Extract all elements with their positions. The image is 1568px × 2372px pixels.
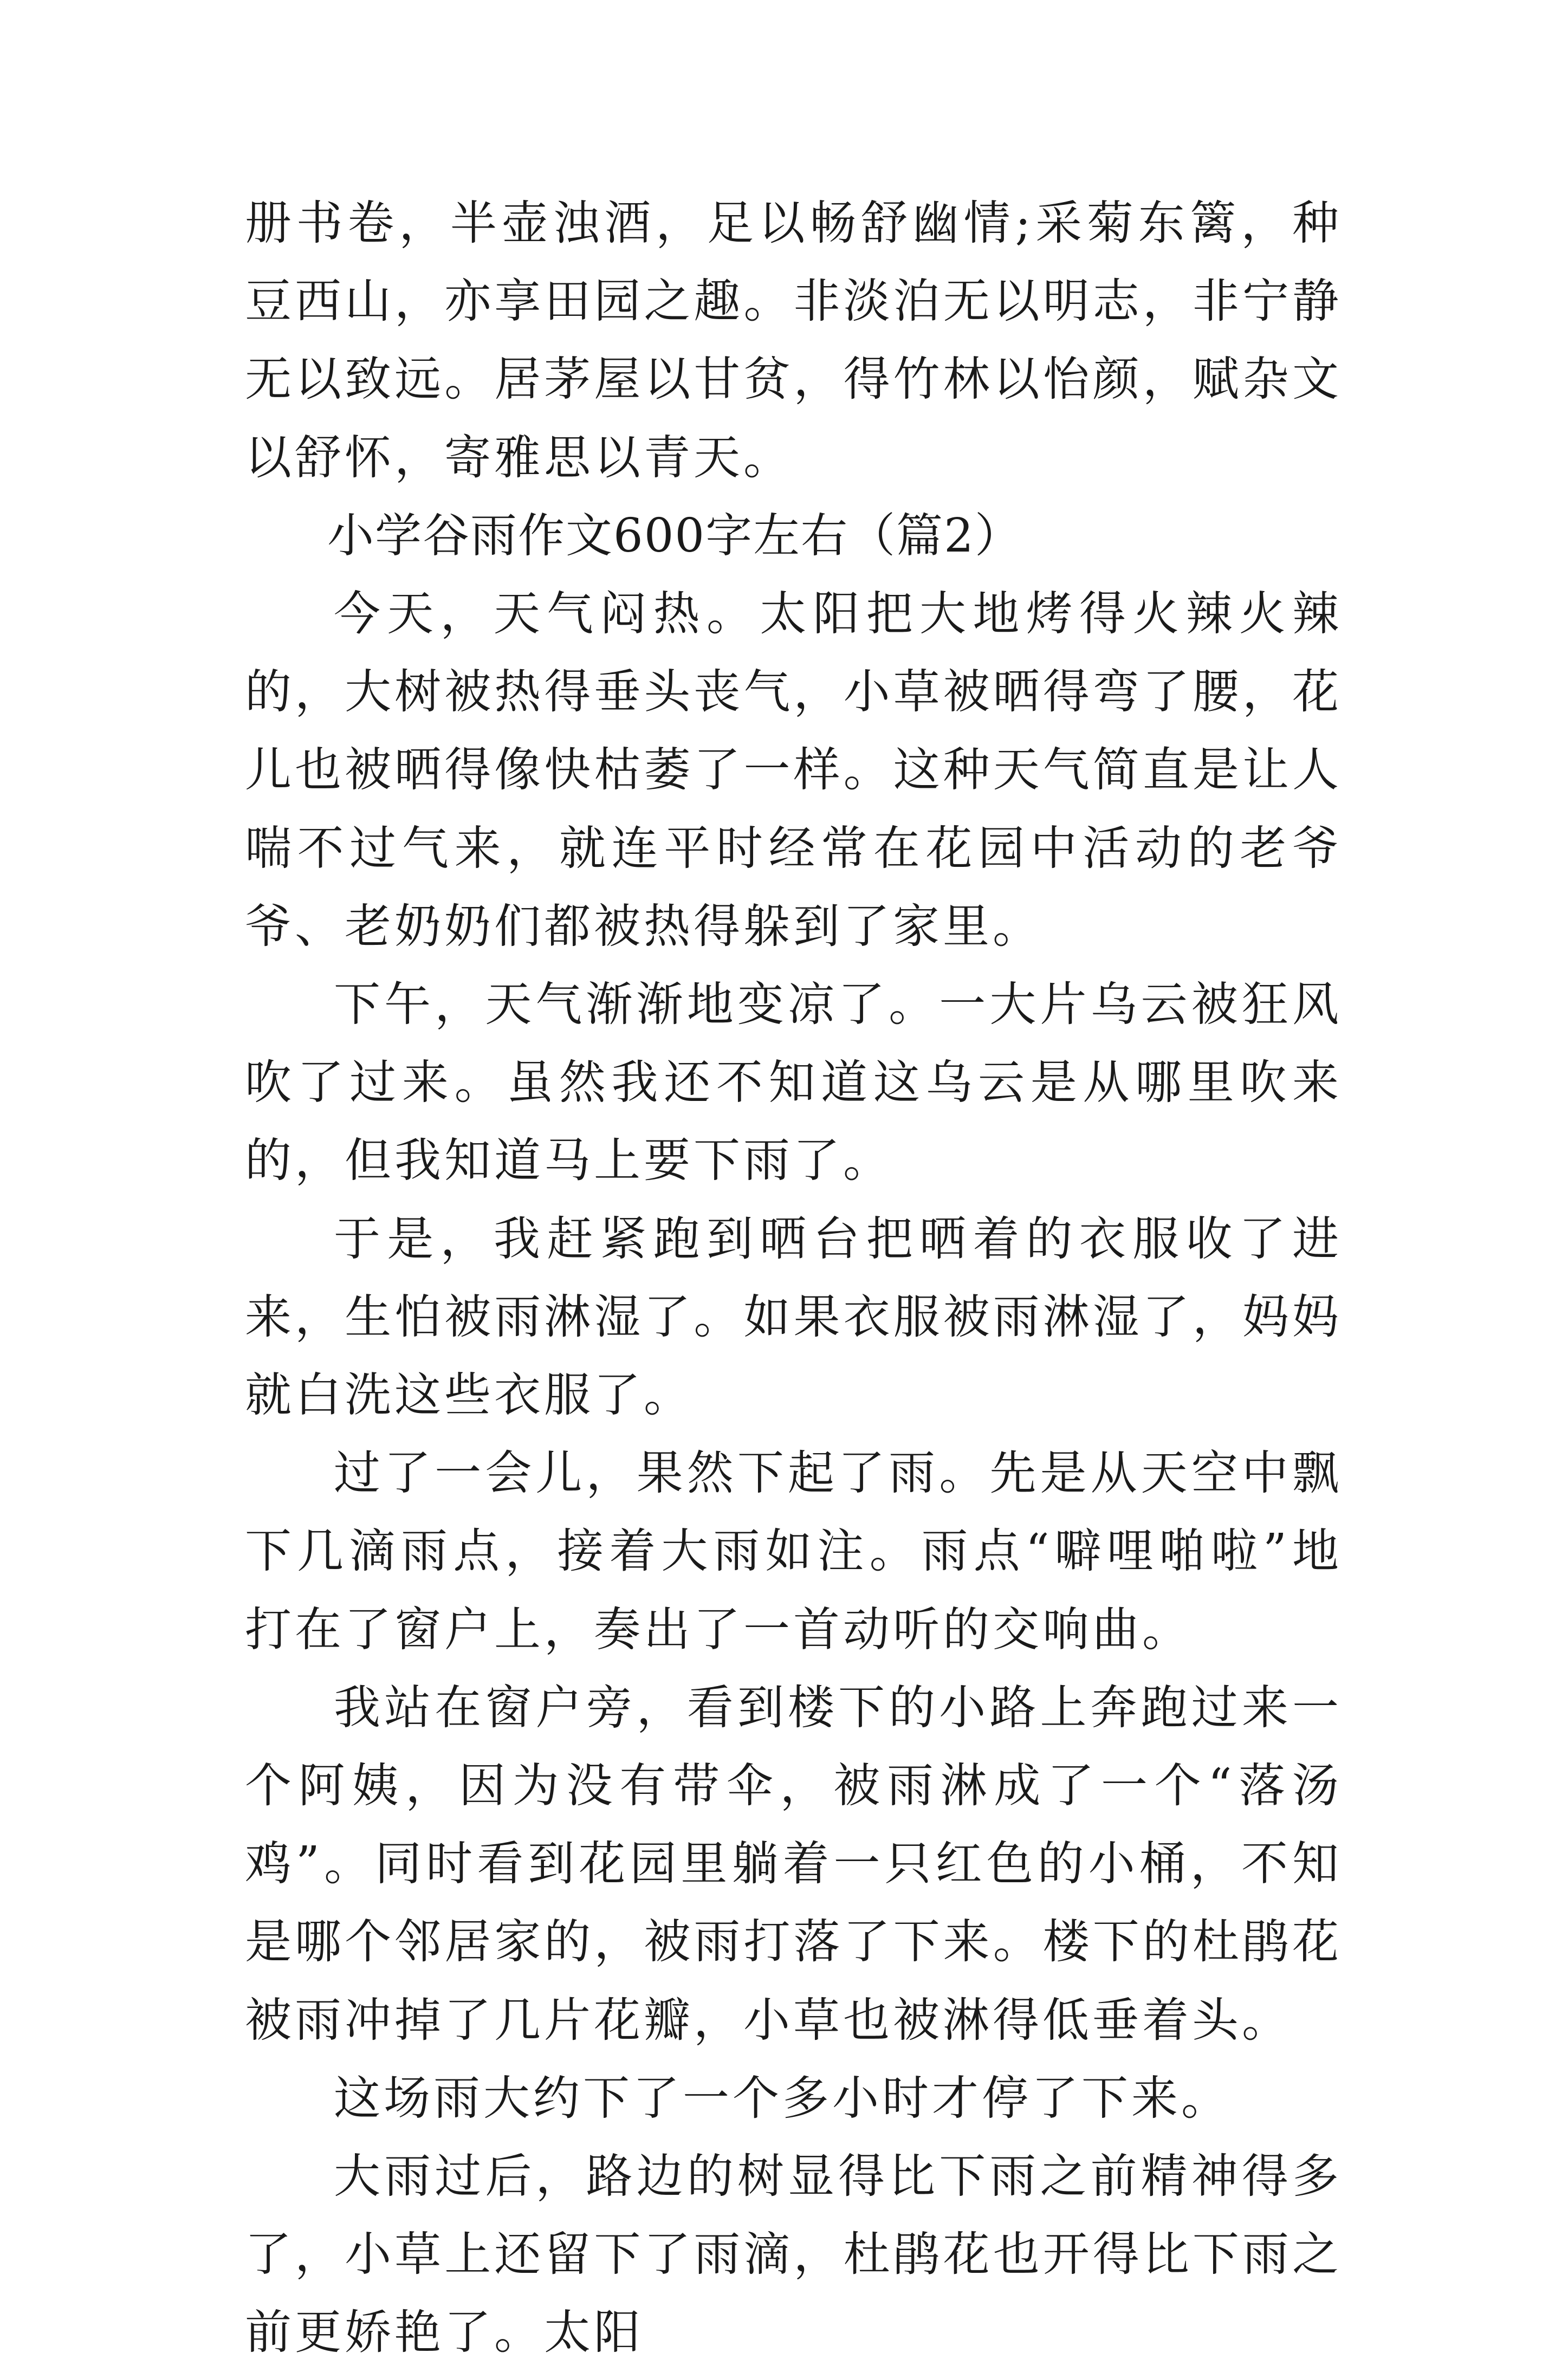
paragraph: 这场雨大约下了一个多小时才停了下来。 — [334, 2071, 1231, 2125]
paragraph: 今天，天气闷热。太阳把大地烤得火辣火辣的，大树被热得垂头丧气，小草被晒得弯了腰，花儿也被晒得像快枯萎了一样。这种天气简直是让人喘不过气来，就连平时经常在花园中活动的老爷爷、老奶奶们都被热得躲到了家里。 — [245, 587, 1342, 954]
paragraph: 过了一会儿，果然下起了雨。先是从天空中飘下几滴雨点，接着大雨如注。雨点“噼哩啪啦”地打在了窗户上，奏出了一首动听的交响曲。 — [245, 1446, 1342, 1657]
paragraph: 下午，天气渐渐地变凉了。一大片乌云被狂风吹了过来。虽然我还不知道这乌云是从哪里吹来的，但我知道马上要下雨了。 — [245, 977, 1342, 1188]
paragraph: 于是，我赶紧跑到晒台把晒着的衣服收了进来，生怕被雨淋湿了。如果衣服被雨淋湿了，妈妈就白洗这些衣服了。 — [245, 1211, 1342, 1423]
paragraph: 大雨过后，路边的树显得比下雨之前精神得多了，小草上还留下了雨滴，杜鹃花也开得比下雨之前更娇艳了。太阳 — [245, 2149, 1342, 2360]
article-body — [245, 184, 1342, 2372]
section-heading: 小学谷雨作文600字左右（篇2） — [327, 508, 1022, 563]
paragraph: 册书卷，半壶浊酒，足以畅舒幽情;采菊东篱，种豆西山，亦享田园之趣。非淡泊无以明志，非宁静无以致远。居茅屋以甘贫，得竹林以怡颜，赋杂文以舒怀，寄雅思以青天。 — [245, 196, 1342, 485]
paragraph: 我站在窗户旁，看到楼下的小路上奔跑过来一个阿姨，因为没有带伞，被雨淋成了一个“落汤鸡”。同时看到花园里躺着一只红色的小桶，不知是哪个邻居家的，被雨打落了下来。楼下的杜鹃花被雨冲掉了几片花瓣，小草也被淋得低垂着头。 — [245, 1680, 1342, 2047]
